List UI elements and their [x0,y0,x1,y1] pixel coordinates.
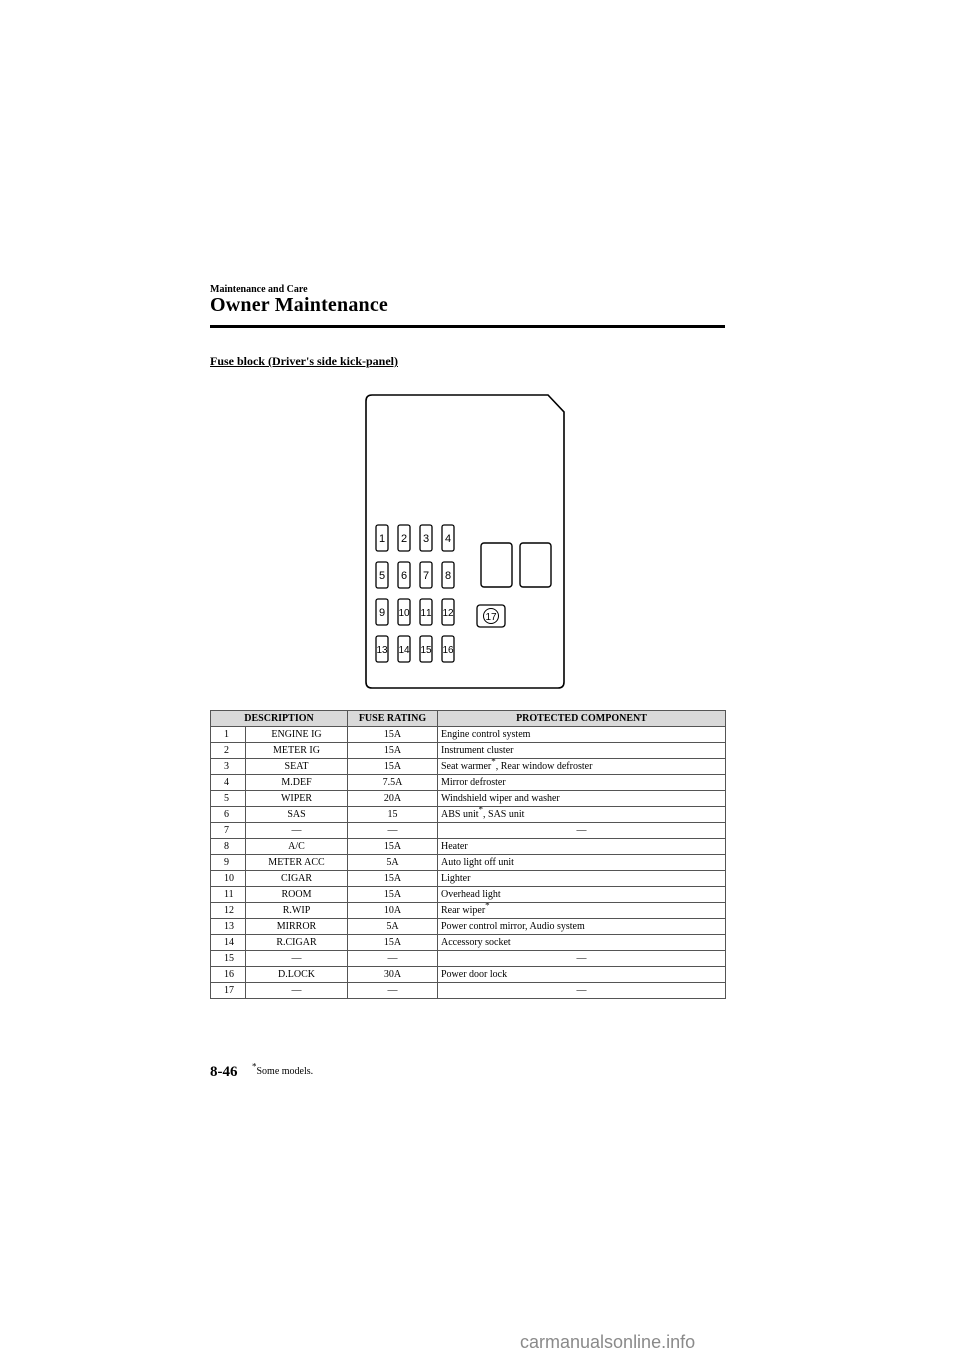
table-row [211,791,726,807]
fuse-slot-16 [442,636,454,662]
fuse-description: SEAT [246,759,348,775]
fuse-slot-2 [398,525,410,551]
header-protected-component: PROTECTED COMPONENT [438,711,726,727]
fuse-number: 13 [211,919,246,935]
fuse-rating: 15A [348,935,438,951]
table-row [211,775,726,791]
fuse-rating: — [348,823,438,839]
fuse-rating: 15A [348,871,438,887]
fuse-description: — [246,983,348,999]
fuse-number: 1 [211,727,246,743]
fuse-label: 10 [398,608,410,619]
table-row [211,855,726,871]
fuse-slot-14 [398,636,410,662]
fuse-number: 10 [211,871,246,887]
fuse-label: 1 [378,533,386,545]
table-row [211,807,726,823]
fuse-description: A/C [246,839,348,855]
table-row [211,903,726,919]
fuse-number: 3 [211,759,246,775]
fuse-rating: 15A [348,887,438,903]
fuse-label: 5 [378,570,386,582]
fuse-rating: 15 [348,807,438,823]
fuse-label: 17 [485,612,497,623]
table-row [211,871,726,887]
component-text: Rear wiper [441,905,486,916]
footnote-star: * [252,1061,257,1072]
fuse-description: D.LOCK [246,967,348,983]
fuse-slot-17 [477,605,505,627]
fuse-rating: 30A [348,967,438,983]
table-header-row [211,711,726,727]
fuse-label: 8 [444,570,452,582]
fuse-number: 17 [211,983,246,999]
component-text: Accessory socket [441,937,511,948]
fuse-label: 12 [442,608,454,619]
fuse-block-outline [366,395,564,688]
fuse-rating: 5A [348,919,438,935]
fuse-slot-12 [442,599,454,625]
fuse-slot-4 [442,525,454,551]
footnote-text: Some models. [256,1066,314,1077]
protected-component [438,775,726,791]
table-row [211,967,726,983]
table-row [211,935,726,951]
fuse-label: 3 [422,533,430,545]
fuse-rating: 7.5A [348,775,438,791]
fuse-description: ENGINE IG [246,727,348,743]
fuse-description: M.DEF [246,775,348,791]
fuse-rating: — [348,951,438,967]
component-text: — [576,953,587,964]
fuse-rating: 5A [348,855,438,871]
protected-component [438,935,726,951]
protected-component [438,823,726,839]
fuse-number: 2 [211,743,246,759]
fuse-slot-9 [376,599,388,625]
fuse-number: 11 [211,887,246,903]
fuse-description: METER ACC [246,855,348,871]
protected-component [438,871,726,887]
component-text: Engine control system [441,729,531,740]
fuse-number: 8 [211,839,246,855]
fuse-slot-3 [420,525,432,551]
component-text-rest: , Rear window defroster [495,761,593,772]
page-number: 8-46 [210,1064,238,1080]
table-row [211,727,726,743]
protected-component [438,855,726,871]
fuse-slot-8 [442,562,454,588]
section-label: Maintenance and Care [210,284,308,295]
fuse-description: — [246,951,348,967]
protected-component [438,983,726,999]
table-row [211,759,726,775]
fuse-number: 5 [211,791,246,807]
some-models-star: * [485,902,490,911]
fuse-number: 4 [211,775,246,791]
fuse-number: 6 [211,807,246,823]
fuse-label: 4 [444,533,452,545]
component-text: Windshield wiper and washer [441,793,560,804]
watermark: carmanualsonline.info [520,1332,696,1352]
table-row [211,743,726,759]
fuse-description: SAS [246,807,348,823]
title-rule [210,325,725,328]
fuse-slot-1 [376,525,388,551]
fuse-description: — [246,823,348,839]
fuse-label: 14 [398,645,410,656]
some-models-star: * [491,758,496,767]
fuse-label: 13 [376,645,388,656]
footnote [252,1061,314,1077]
fuse-description: R.WIP [246,903,348,919]
component-text: Instrument cluster [441,745,514,756]
fuse-number: 7 [211,823,246,839]
fuse-slot-6 [398,562,410,588]
component-text: ABS unit [441,809,479,820]
fuse-slot-13 [376,636,388,662]
protected-component [438,839,726,855]
fuse-rating: 15A [348,727,438,743]
fuse-label: 6 [400,570,408,582]
component-text: Lighter [441,873,471,884]
component-text: Mirror defroster [441,777,506,788]
fuse-label: 7 [422,570,430,582]
fuse-label: 15 [420,645,432,656]
fuse-label: 11 [420,608,432,619]
fuse-label: 16 [442,645,454,656]
fuse-slot-11 [420,599,432,625]
fuse-number: 15 [211,951,246,967]
component-text-rest: , SAS unit [483,809,525,820]
protected-component [438,791,726,807]
fuse-table [210,710,726,999]
component-text: Heater [441,841,468,852]
fuse-number: 16 [211,967,246,983]
fuse-description: ROOM [246,887,348,903]
fuse-rating: 20A [348,791,438,807]
protected-component [438,967,726,983]
table-row [211,839,726,855]
fuse-rating: 15A [348,759,438,775]
protected-component [438,919,726,935]
fuse-rating: 15A [348,839,438,855]
table-row [211,823,726,839]
protected-component [438,759,726,775]
protected-component [438,903,726,919]
fuse-number: 12 [211,903,246,919]
fuse-number: 9 [211,855,246,871]
fuse-slot-15 [420,636,432,662]
component-text: Power control mirror, Audio system [441,921,585,932]
table-row [211,951,726,967]
fuse-rating: 10A [348,903,438,919]
component-text: Auto light off unit [441,857,514,868]
fuse-slot-10 [398,599,410,625]
fuse-block-subheading: Fuse block (Driver's side kick-panel) [210,354,398,368]
header-description: DESCRIPTION [211,711,348,727]
fuse-rating: 15A [348,743,438,759]
table-row [211,919,726,935]
fuse-description: R.CIGAR [246,935,348,951]
fuse-slot-7 [420,562,432,588]
table-row [211,887,726,903]
protected-component [438,887,726,903]
component-text: Overhead light [441,889,501,900]
fuse-label: 9 [378,607,386,619]
component-text: Power door lock [441,969,508,980]
fuse-label: 2 [400,533,408,545]
header-fuse-rating: FUSE RATING [348,711,438,727]
table-row [211,983,726,999]
some-models-star: * [478,806,484,815]
fuse-description: CIGAR [246,871,348,887]
fuse-description: MIRROR [246,919,348,935]
protected-component [438,951,726,967]
component-text: — [576,985,587,996]
protected-component [438,727,726,743]
fuse-number: 14 [211,935,246,951]
fuse-description: METER IG [246,743,348,759]
page-title: Owner Maintenance [210,294,389,316]
component-text: Seat warmer [441,761,492,772]
protected-component [438,807,726,823]
relay-slot-left [481,543,512,587]
fuse-slot-5 [376,562,388,588]
fuse-rating: — [348,983,438,999]
protected-component [438,743,726,759]
fuse-description: WIPER [246,791,348,807]
relay-slot-right [520,543,551,587]
fuse-block-diagram [360,390,570,690]
component-text: — [576,825,587,836]
